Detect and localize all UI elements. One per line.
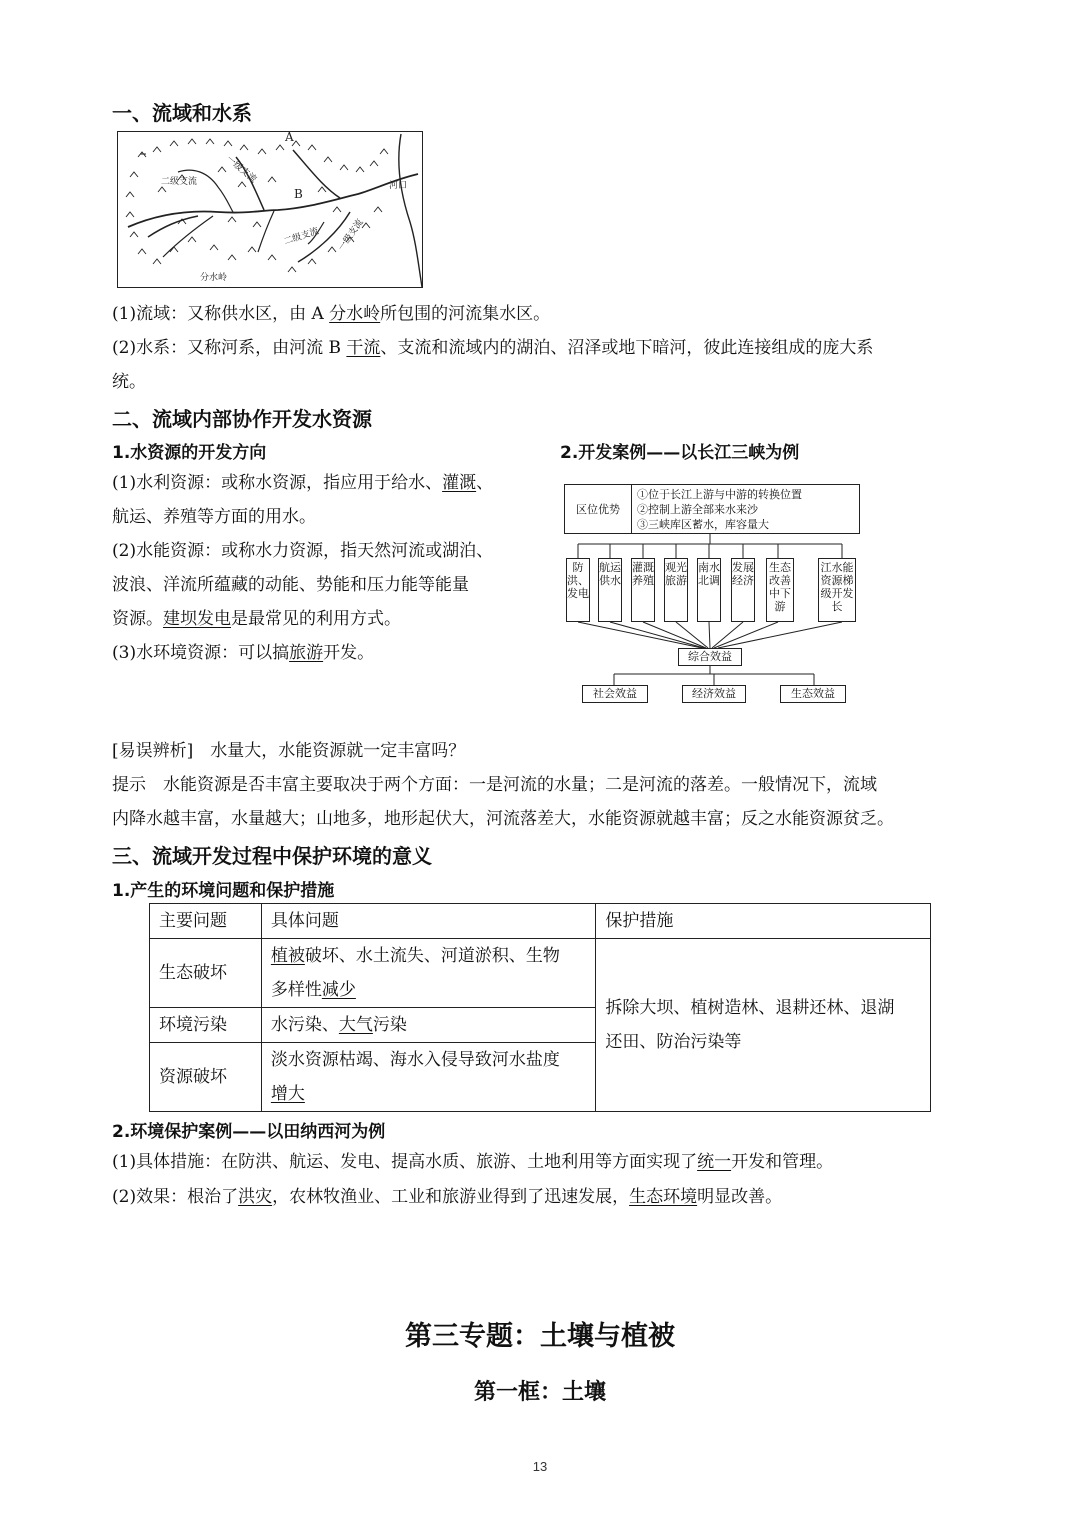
three-gorges-diagram [560,480,860,710]
advantage-2: ②控制上游全部来水来沙 [637,503,758,516]
social-benefit-box: 社会效益 [582,685,648,703]
map-label-first-trib-1: 一级支流 [224,154,259,186]
line-water-resource: (1)水利资源：或称水资源，指应用于给水、灌溉、 [112,473,494,493]
advantage-3: ③三峡库区蓄水，库容量大 [637,518,769,531]
section-3-title: 三、流域开发过程中保护环境的意义 [112,844,432,868]
watershed-map [117,131,423,288]
diagram-col-flood-power: 防洪、发电 [566,558,590,622]
subsection-env-problems: 1.产生的环境问题和保护措施 [112,881,335,901]
map-label-first-trib-2: 一级支流 [336,217,366,253]
subsection-dev-case: 2.开发案例——以长江三峡为例 [560,443,800,463]
map-label-second-trib-1: 二级支流 [161,177,198,187]
line-hydropower: (2)水能资源：或称水力资源，指天然河流或湖泊、 [112,541,494,561]
environment-problems-table [149,903,931,1112]
paragraph-basin: (1)流域：又称供水区，由 A 分水岭所包围的河流集水区。 [112,304,551,324]
table-cell-main: 生态破坏 [150,939,262,1008]
diagram-col-shipping: 航运供水 [598,558,622,622]
map-label-a: A [285,130,294,144]
table-cell-measures: 拆除大坝、植树造林、退耕还林、退湖 还田、防治污染等 [596,939,931,1112]
line-water-environment: (3)水环境资源：可以搞旅游开发。 [112,643,375,663]
case-measures: (1)具体措施：在防洪、航运、发电、提高水质、旅游、土地利用等方面实现了统一开发和管理。 [112,1152,834,1172]
location-advantage-box [564,484,860,534]
diagram-col-ecology: 生态改善中下游 [766,558,794,622]
chapter-subtitle: 第一框：土壤 [473,1380,606,1405]
table-cell-main: 环境污染 [150,1008,262,1043]
map-label-b: B [294,187,303,201]
map-label-second-trib-2: 二级支流 [282,226,321,248]
diagram-col-economy: 发展经济 [731,558,755,622]
watershed-map-drawing [118,132,424,289]
table-header-row [150,904,931,939]
table-header-main: 主要问题 [150,904,262,939]
page-number: 13 [532,1459,548,1474]
location-advantage-list [637,487,802,532]
section-2-title: 二、流域内部协作开发水资源 [112,407,372,431]
table-cell-specific: 植被破坏、水土流失、河道淤积、生物 多样性减少 [261,939,596,1008]
economic-benefit-box: 经济效益 [682,685,746,703]
diagram-col-cascade: 江水能资源梯级开发长 [818,558,856,622]
location-advantage-label: 区位优势 [565,485,632,533]
paragraph-river-system: (2)水系：又称河系，由河流 B 干流、支流和流域内的湖泊、沼泽或地下暗河，彼此连接组成的庞大系 [112,338,874,358]
diagram-col-tourism: 观光旅游 [664,558,688,622]
table-cell-specific: 水污染、大气污染 [261,1008,596,1043]
case-effects: (2)效果：根治了洪灾，农林牧渔业、工业和旅游业得到了迅速发展，生态环境明显改善。 [112,1187,783,1207]
table-cell-specific: 淡水资源枯竭、海水入侵导致河水盐度 增大 [261,1043,596,1112]
map-label-watershed: 分水岭 [200,273,228,283]
diagram-col-south-north: 南水北调 [697,558,721,622]
line-water-resource-cont: 航运、养殖等方面的用水。 [112,507,316,527]
subsection-tennessee-case: 2.环境保护案例——以田纳西河为例 [112,1122,386,1142]
ecological-benefit-box: 生态效益 [780,685,846,703]
paragraph-river-system-cont: 统。 [112,372,146,392]
table-header-specific: 具体问题 [261,904,596,939]
map-label-river-mouth: 河口 [389,181,408,191]
overall-benefit-box: 综合效益 [678,648,742,666]
subsection-dev-direction: 1.水资源的开发方向 [112,443,267,463]
table-cell-main: 资源破坏 [150,1043,262,1112]
table-row [150,939,931,1008]
chapter-title: 第三专题：土壤与植被 [405,1321,675,1352]
table-header-measures: 保护措施 [596,904,931,939]
section-1-title: 一、流域和水系 [112,101,252,125]
misconception-question: [易误辨析] 水量大，水能资源就一定丰富吗？ [112,741,466,761]
misconception-answer-1: 提示 水能资源是否丰富主要取决于两个方面：一是河流的水量；二是河流的落差。一般情况下，流域 [112,775,877,795]
advantage-1: ①位于长江上游与中游的转换位置 [637,488,802,501]
line-hydropower-method: 资源。建坝发电是最常见的利用方式。 [112,609,401,629]
misconception-answer-2: 内降水越丰富，水量越大；山地多，地形起伏大，河流落差大，水能资源就越丰富；反之水能资源贫乏。 [112,809,894,829]
diagram-col-irrigation: 灌溉养殖 [631,558,655,622]
line-hydropower-cont: 波浪、洋流所蕴藏的动能、势能和压力能等能量 [112,575,469,595]
